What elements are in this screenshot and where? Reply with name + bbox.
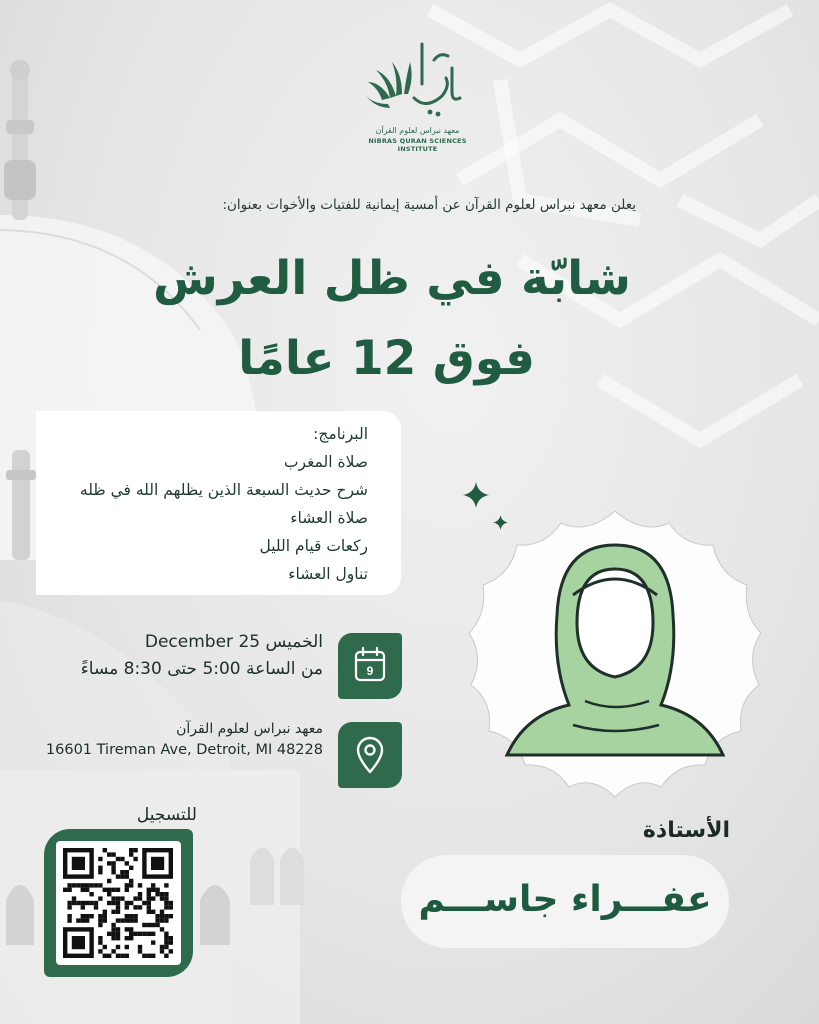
- teacher-avatar: [465, 505, 765, 805]
- calendar-number: 9: [366, 664, 374, 678]
- institute-logo: [360, 38, 475, 153]
- location-pin-icon: [338, 722, 402, 788]
- teacher-label: الأستاذة: [642, 818, 730, 843]
- event-age-requirement: فوق 12 عامًا: [238, 331, 535, 386]
- program-item: صلاة العشاء: [290, 509, 368, 527]
- teacher-name-pill: [401, 855, 729, 948]
- location-badge: [338, 722, 402, 788]
- event-time: من الساعة 5:00 حتى 8:30 مساءً: [80, 659, 323, 679]
- qr-code-icon: [56, 841, 181, 965]
- registration-qr-card[interactable]: [44, 829, 193, 977]
- event-day: الخميس: [265, 632, 323, 652]
- registration-label: للتسجيل: [136, 805, 197, 825]
- event-date: [63, 632, 323, 652]
- teacher-name: عفـــراء جاســـم: [418, 879, 712, 920]
- program-item: ركعات قيام الليل: [259, 537, 368, 555]
- program-card: [36, 411, 401, 595]
- program-item: صلاة المغرب: [283, 453, 368, 471]
- logo-english-subtitle: NIBRAS QURAN SCIENCES INSTITUTE: [368, 137, 467, 153]
- program-heading: البرنامج:: [313, 425, 368, 443]
- calendar-badge: [338, 633, 402, 699]
- qr-code[interactable]: [56, 841, 181, 965]
- logo-emblem-icon: [360, 38, 475, 128]
- logo-arabic-subtitle: معهد نبراس لعلوم القرآن: [375, 126, 460, 135]
- event-date-value: 25 December: [144, 632, 261, 652]
- announcement-intro: يعلن معهد نبراس لعلوم القرآن عن أمسية إيمانية للفتيات والأخوات بعنوان:: [222, 197, 636, 213]
- location-address: 16601 Tireman Ave, Detroit, MI 48228: [45, 742, 323, 758]
- event-title: شابّة في ظل العرش: [152, 251, 631, 306]
- calendar-icon: [338, 633, 402, 699]
- location-name: معهد نبراس لعلوم القرآن: [176, 721, 323, 737]
- program-item: تناول العشاء: [288, 565, 368, 583]
- program-item: شرح حديث السبعة الذين يظلهم الله في ظله: [79, 481, 368, 499]
